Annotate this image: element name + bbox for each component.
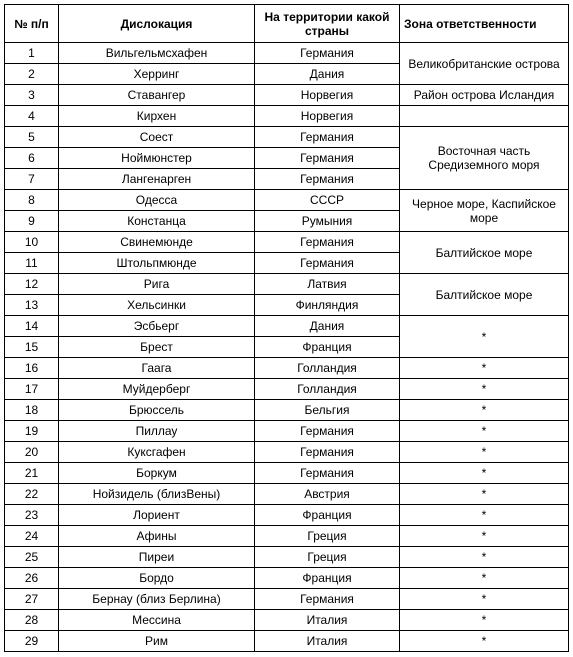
row-location: Штольпмюнде (59, 253, 255, 274)
dislocation-table (4, 4, 569, 652)
row-zone: * (400, 463, 569, 484)
row-country: Греция (255, 547, 400, 568)
table-row (5, 85, 569, 106)
row-country: Франция (255, 568, 400, 589)
row-number: 18 (5, 400, 59, 421)
row-location: Рига (59, 274, 255, 295)
table-row (5, 547, 569, 568)
row-number: 11 (5, 253, 59, 274)
row-location: Констанца (59, 211, 255, 232)
header-row (5, 5, 569, 43)
row-number: 22 (5, 484, 59, 505)
row-number: 3 (5, 85, 59, 106)
row-country: Германия (255, 463, 400, 484)
row-country: Австрия (255, 484, 400, 505)
row-location: Муйдерберг (59, 379, 255, 400)
row-zone: * (400, 568, 569, 589)
row-country: Германия (255, 232, 400, 253)
row-number: 9 (5, 211, 59, 232)
row-number: 5 (5, 127, 59, 148)
row-country: Дания (255, 316, 400, 337)
row-location: Брюссель (59, 400, 255, 421)
row-location: Соест (59, 127, 255, 148)
row-number: 26 (5, 568, 59, 589)
table-row (5, 505, 569, 526)
row-zone: * (400, 421, 569, 442)
table-row (5, 484, 569, 505)
row-zone: * (400, 484, 569, 505)
row-country: Франция (255, 505, 400, 526)
table-row (5, 421, 569, 442)
row-number: 25 (5, 547, 59, 568)
table-row (5, 274, 569, 295)
table-row (5, 463, 569, 484)
row-zone: * (400, 442, 569, 463)
row-location: Бордо (59, 568, 255, 589)
row-number: 17 (5, 379, 59, 400)
row-country: Бельгия (255, 400, 400, 421)
row-number: 29 (5, 631, 59, 652)
row-location: Афины (59, 526, 255, 547)
row-country: Голландия (255, 379, 400, 400)
row-zone (400, 106, 569, 127)
row-location: Брест (59, 337, 255, 358)
row-number: 14 (5, 316, 59, 337)
row-zone: * (400, 631, 569, 652)
table-row (5, 127, 569, 148)
row-location: Мессина (59, 610, 255, 631)
header-zone: Зона ответственности (400, 5, 569, 43)
row-location: Рим (59, 631, 255, 652)
row-location: Боркум (59, 463, 255, 484)
table-row (5, 358, 569, 379)
row-number: 2 (5, 64, 59, 85)
row-number: 6 (5, 148, 59, 169)
table-body (5, 43, 569, 652)
header-location: Дислокация (59, 5, 255, 43)
row-location: Бернау (близ Берлина) (59, 589, 255, 610)
table-row (5, 106, 569, 127)
row-location: Херринг (59, 64, 255, 85)
row-country: Италия (255, 610, 400, 631)
table-row (5, 232, 569, 253)
row-location: Лангенарген (59, 169, 255, 190)
row-number: 10 (5, 232, 59, 253)
row-location: Гаага (59, 358, 255, 379)
row-zone: * (400, 505, 569, 526)
row-country: Германия (255, 442, 400, 463)
table-row (5, 190, 569, 211)
row-location: Лориент (59, 505, 255, 526)
row-country: Финляндия (255, 295, 400, 316)
header-number: № п/п (5, 5, 59, 43)
table-row (5, 631, 569, 652)
table-row (5, 610, 569, 631)
row-number: 24 (5, 526, 59, 547)
row-number: 7 (5, 169, 59, 190)
row-zone: * (400, 589, 569, 610)
row-number: 16 (5, 358, 59, 379)
row-number: 13 (5, 295, 59, 316)
row-number: 8 (5, 190, 59, 211)
row-country: Дания (255, 64, 400, 85)
row-country: Норвегия (255, 85, 400, 106)
row-country: Германия (255, 169, 400, 190)
row-country: Италия (255, 631, 400, 652)
table-row (5, 589, 569, 610)
row-country: Греция (255, 526, 400, 547)
row-zone: * (400, 316, 569, 358)
row-country: Норвегия (255, 106, 400, 127)
row-zone: Балтийское море (400, 274, 569, 316)
row-location: Свинемюнде (59, 232, 255, 253)
table-row (5, 442, 569, 463)
row-location: Нойзидель (близВены) (59, 484, 255, 505)
row-number: 27 (5, 589, 59, 610)
row-location: Пиреи (59, 547, 255, 568)
row-zone: * (400, 526, 569, 547)
row-zone: Восточная часть Средиземного моря (400, 127, 569, 190)
row-number: 20 (5, 442, 59, 463)
row-number: 1 (5, 43, 59, 64)
table-row (5, 316, 569, 337)
row-zone: Балтийское море (400, 232, 569, 274)
row-country: Латвия (255, 274, 400, 295)
header-country: На территории какой страны (255, 5, 400, 43)
row-country: Германия (255, 253, 400, 274)
row-country: Германия (255, 127, 400, 148)
row-number: 4 (5, 106, 59, 127)
row-location: Кирхен (59, 106, 255, 127)
row-zone: * (400, 379, 569, 400)
table-row (5, 568, 569, 589)
row-zone: * (400, 400, 569, 421)
row-country: СССР (255, 190, 400, 211)
row-location: Одесса (59, 190, 255, 211)
row-country: Германия (255, 589, 400, 610)
row-country: Германия (255, 148, 400, 169)
row-number: 12 (5, 274, 59, 295)
row-location: Куксгафен (59, 442, 255, 463)
row-zone: * (400, 547, 569, 568)
table-row (5, 43, 569, 64)
row-zone: * (400, 358, 569, 379)
row-location: Вильгельмсхафен (59, 43, 255, 64)
row-number: 23 (5, 505, 59, 526)
row-location: Ноймюнстер (59, 148, 255, 169)
row-country: Румыния (255, 211, 400, 232)
row-location: Пиллау (59, 421, 255, 442)
row-location: Ставангер (59, 85, 255, 106)
table-row (5, 379, 569, 400)
table-row (5, 400, 569, 421)
row-location: Хельсинки (59, 295, 255, 316)
row-country: Голландия (255, 358, 400, 379)
table-row (5, 526, 569, 547)
row-zone: Черное море, Каспийское море (400, 190, 569, 232)
row-country: Франция (255, 337, 400, 358)
row-number: 19 (5, 421, 59, 442)
row-number: 28 (5, 610, 59, 631)
row-zone: * (400, 610, 569, 631)
row-zone: Великобританские острова (400, 43, 569, 85)
row-country: Германия (255, 43, 400, 64)
row-location: Эсбьерг (59, 316, 255, 337)
row-number: 15 (5, 337, 59, 358)
row-country: Германия (255, 421, 400, 442)
row-number: 21 (5, 463, 59, 484)
row-zone: Район острова Исландия (400, 85, 569, 106)
